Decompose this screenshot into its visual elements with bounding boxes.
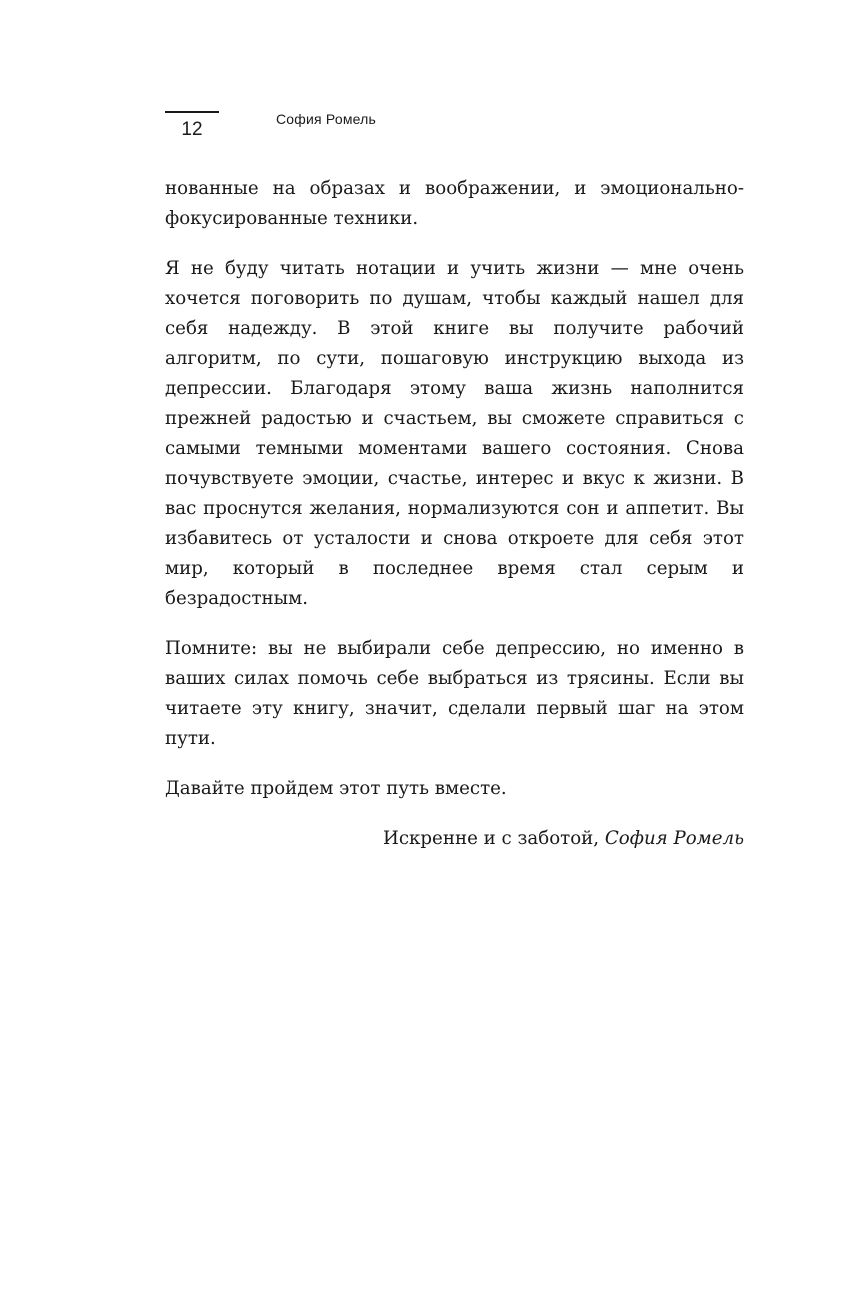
- signature: [165, 824, 744, 854]
- header-rule: [165, 111, 219, 113]
- signature-author: София Ромель: [604, 828, 744, 849]
- paragraph-3: Помните: вы не выбирали себе депрессию, но именно в ваших силах помочь себе выбраться из трясины. Если вы читаете эту книгу, значит, сделали первый шаг на этом пути.: [165, 638, 744, 749]
- signature-text: Искренне и с заботой,: [383, 828, 605, 849]
- paragraph-1: нованные на образах и воображении, и эмоционально-фокусированные техники.: [165, 178, 744, 229]
- paragraph-4: Давайте пройдем этот путь вместе.: [165, 778, 507, 799]
- paragraph-2: Я не буду читать нотации и учить жизни — мне очень хочется поговорить по душам, чтобы каждый нашел для себя надежду. В этой книге вы получите рабочий алгоритм, по сути, пошаговую инструкцию выхода из депрессии. Благодаря этому ваша жизнь наполнится прежней радостью и счастьем, вы сможете справиться с самыми темными моментами вашего состояния. Снова почувствуете эмоции, счастье, интерес и вкус к жизни. В вас проснутся желания, нормализуются сон и аппетит. Вы избавитесь от усталости и снова откроете для себя этот мир, который в последнее время стал серым и безрадостным.: [165, 258, 744, 609]
- page-number: 12: [181, 119, 203, 140]
- running-head-author: София Ромель: [276, 111, 377, 127]
- body-text: [165, 174, 744, 874]
